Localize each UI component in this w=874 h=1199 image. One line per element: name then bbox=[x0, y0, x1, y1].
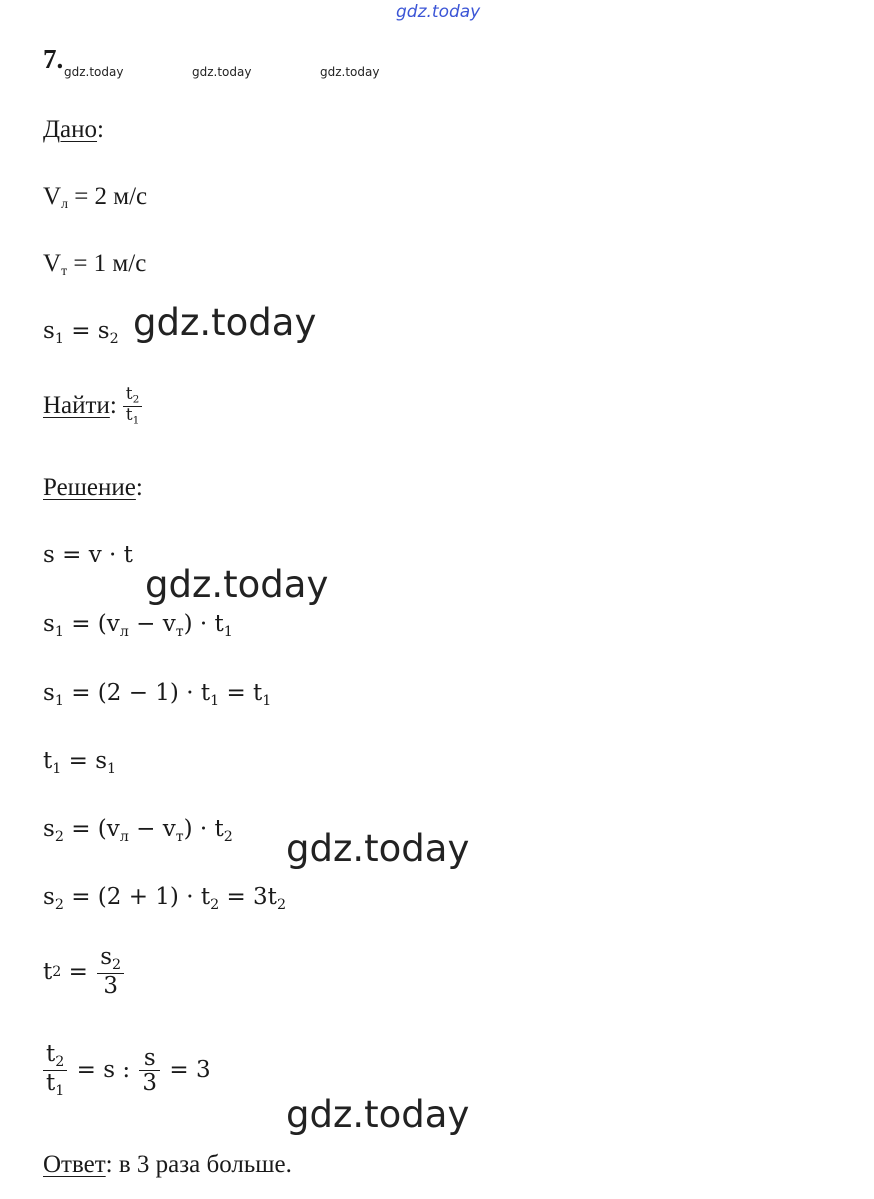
index: 1 bbox=[54, 330, 64, 347]
answer-text: : в 3 раза больше. bbox=[105, 1151, 292, 1178]
v-value: = 2 м/с bbox=[67, 183, 148, 210]
equation-5: $s_2 = (v_л - v_т) \cdot t_2$ bbox=[43, 816, 233, 845]
s-symbol: s bbox=[43, 318, 55, 344]
problem-number: 7. bbox=[43, 44, 64, 74]
watermark-small-1: gdz.today bbox=[64, 65, 124, 79]
watermark-big-1: gdz.today bbox=[133, 301, 317, 344]
equation-2: $s_1 = (v_л - v_т) \cdot t_1$ bbox=[43, 611, 233, 640]
answer-heading: Ответ bbox=[43, 1151, 106, 1178]
v-symbol: V bbox=[43, 250, 62, 277]
given-s-equality bbox=[43, 318, 119, 347]
find-heading: Найти bbox=[43, 392, 110, 420]
watermark-big-3: gdz.today bbox=[286, 827, 470, 870]
fraction-numerator: $s_2$ bbox=[97, 945, 124, 974]
find-fraction bbox=[123, 386, 143, 427]
v-subscript: т bbox=[61, 263, 68, 279]
fraction-numerator: s bbox=[139, 1046, 160, 1071]
watermark-small-2: gdz.today bbox=[192, 65, 252, 79]
index: 2 bbox=[109, 330, 119, 347]
watermark-small-3: gdz.today bbox=[320, 65, 380, 79]
given-v-l bbox=[43, 183, 147, 212]
equation-6: $s_2 = (2 + 1) \cdot t_2 = 3t_2$ bbox=[43, 884, 287, 913]
fraction-right bbox=[139, 1046, 160, 1095]
equation-1: s = v · t bbox=[43, 542, 133, 568]
fraction-denominator: 3 bbox=[103, 972, 118, 999]
given-heading bbox=[43, 116, 104, 144]
answer-line bbox=[43, 1151, 292, 1179]
v-subscript: л bbox=[61, 196, 68, 212]
given-heading-label: Дано bbox=[43, 116, 98, 143]
solution-heading-colon: : bbox=[135, 474, 143, 501]
fraction-denominator: $t_1$ bbox=[46, 1069, 65, 1099]
fraction-numerator: $t_2$ bbox=[43, 1042, 67, 1071]
equation-7: t 2 = $\frac{s_2}{3}$ bbox=[43, 945, 126, 998]
solution-heading-label: Решение bbox=[43, 474, 136, 501]
given-heading-colon: : bbox=[97, 116, 104, 143]
fraction-denominator: $t_1$ bbox=[125, 404, 140, 427]
fraction-numerator: $t_2$ bbox=[123, 386, 143, 407]
equation-4: $t_1 = s_1$ bbox=[43, 748, 117, 777]
find-line bbox=[43, 386, 144, 427]
fraction bbox=[97, 945, 124, 998]
find-colon: : bbox=[109, 392, 117, 420]
watermark-top: gdz.today bbox=[396, 2, 481, 22]
equation-3: $s_1 = (2 - 1) \cdot t_1 = t_1$ bbox=[43, 680, 272, 709]
fraction-left bbox=[43, 1042, 67, 1099]
given-v-t bbox=[43, 250, 146, 279]
watermark-big-2: gdz.today bbox=[145, 563, 329, 606]
v-symbol: V bbox=[43, 183, 62, 210]
solution-heading bbox=[43, 474, 143, 502]
v-value: = 1 м/с bbox=[67, 250, 147, 277]
equation-8: $\frac{t_2}{t_1}$ = s : $\frac{s}{3}$ = 3 bbox=[43, 1042, 211, 1099]
watermark-big-4: gdz.today bbox=[286, 1093, 470, 1136]
fraction-denominator: 3 bbox=[142, 1069, 158, 1096]
equals-s: = s bbox=[63, 318, 110, 344]
